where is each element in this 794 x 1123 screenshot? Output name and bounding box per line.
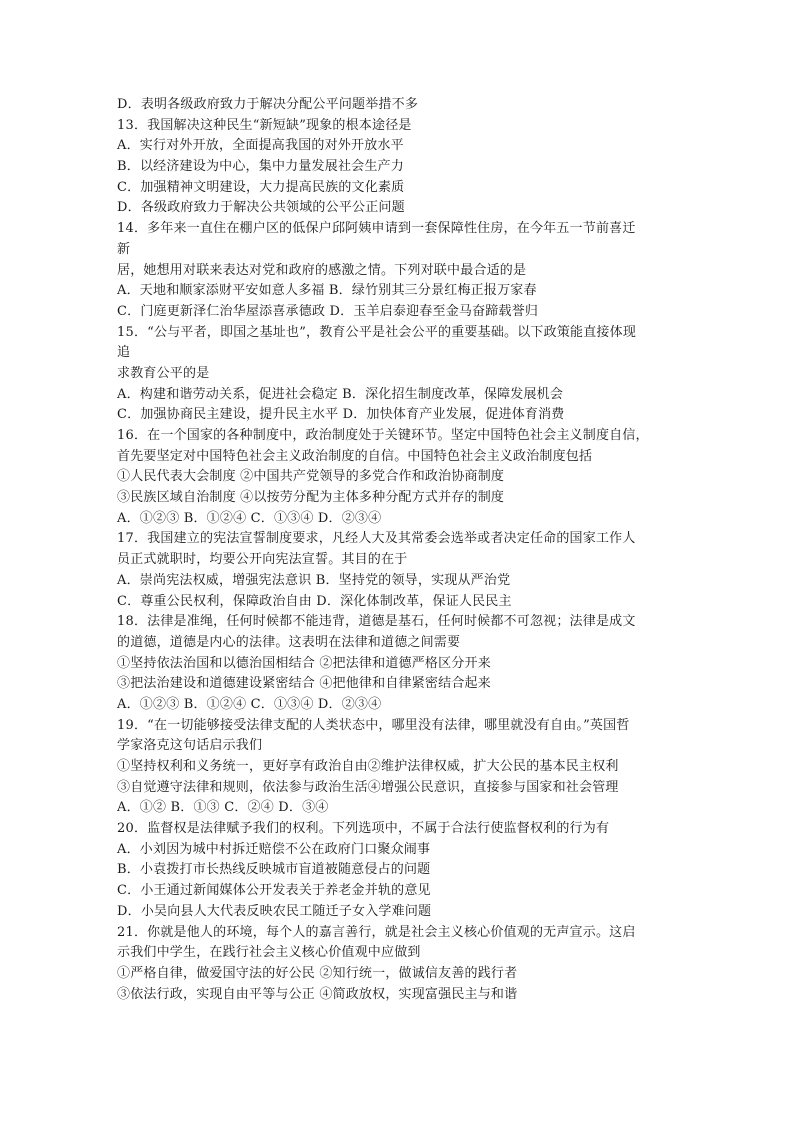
text-line: 18．法律是准绳，任何时候都不能违背，道德是基石，任何时候都不可忽视；法律是成文 <box>117 614 636 630</box>
text-line: 首先要坚定对中国特色社会主义政治制度的自信。中国特色社会主义政治制度包括 <box>117 448 593 464</box>
text-line: ①人民代表大会制度 ②中国共产党领导的多党合作和政治协商制度 <box>117 469 505 485</box>
text-line: ①严格自律，做爱国守法的好公民 ②知行统一，做诚信友善的践行者 <box>117 965 518 981</box>
text-line: B．小袁拨打市长热线反映城市盲道被随意侵占的问题 <box>117 862 431 878</box>
text-line: A．①②③ B．①②④ C．①③④ D．②③④ <box>117 510 382 526</box>
text-line: D．各级政府致力于解决公共领域的公平公正问题 <box>117 200 405 216</box>
text-line: 追 <box>117 345 131 361</box>
text-line: A．实行对外开放，全面提高我国的对外开放水平 <box>117 138 404 154</box>
text-line: C．小王通过新闻媒体公开发表关于养老金并轨的意见 <box>117 883 431 899</box>
text-line: 新 <box>117 241 131 257</box>
text-line: A．崇尚宪法权威，增强宪法意识 B．坚持党的领导，实现从严治党 <box>117 572 511 588</box>
text-line: C．加强协商民主建设，提升民主水平 D．加快体育产业发展，促进体育消费 <box>117 407 565 423</box>
text-line: ③民族区域自治制度 ④以按劳分配为主体多种分配方式并存的制度 <box>117 490 505 506</box>
text-line: 15．“公与平者，即国之基址也”，教育公平是社会公平的重要基础。以下政策能直接体现 <box>117 324 637 340</box>
text-line: 居，她想用对联来表达对党和政府的感激之情。下列对联中最合适的是 <box>117 262 527 278</box>
text-line: ③依法行政，实现自由平等与公正 ④简政放权，实现富强民主与和谐 <box>117 986 518 1002</box>
text-line: 16．在一个国家的各种制度中，政治制度处于关键环节。坚定中国特色社会主义制度自信， <box>117 428 649 443</box>
text-line: 学家洛克这句话启示我们 <box>117 738 263 754</box>
text-line: C．尊重公民权利，保障政治自由 D．深化体制改革，保证人民民主 <box>117 593 512 609</box>
text-line: 20．监督权是法律赋予我们的权利。下列选项中，不属于合法行使监督权利的行为有 <box>117 821 610 837</box>
text-line: ①坚持权利和义务统一，更好享有政治自由②维护法律权威，扩大公民的基本民主权利 <box>117 759 619 774</box>
text-line: C．加强精神文明建设，大力提高民族的文化素质 <box>117 179 405 195</box>
text-line: 求教育公平的是 <box>117 365 210 381</box>
text-line: A．①②③ B．①②④ C．①③④ D．②③④ <box>117 696 382 712</box>
text-line: A．小刘因为城中村拆迁赔偿不公在政府门口聚众闹事 <box>117 841 431 857</box>
text-line: ①坚持依法治国和以德治国相结合 ②把法律和道德严格区分开来 <box>117 655 491 671</box>
text-line: A．天地和顺家添财平安如意人多福 B．绿竹别其三分景红梅正报万家春 <box>117 283 537 299</box>
text-line: ③把法治建设和道德建设紧密结合 ④把他律和自律紧密结合起来 <box>117 676 491 692</box>
text-line: A．①② B．①③ C．②④ D．③④ <box>117 800 329 816</box>
text-line: 示我们中学生，在践行社会主义核心价值观中应做到 <box>117 945 421 961</box>
text-line: 员正式就职时，均要公开向宪法宣誓。其目的在于 <box>117 552 408 568</box>
text-line: 17．我国建立的宪法宣誓制度要求，凡经人大及其常委会选举或者决定任命的国家工作人 <box>117 531 636 547</box>
text-line: A．构建和谐劳动关系，促进社会稳定 B．深化招生制度改革，保障发展机会 <box>117 386 564 402</box>
document-page <box>117 95 697 1005</box>
text-line: 13．我国解决这种民生“新短缺”现象的根本途径是 <box>117 117 412 133</box>
text-line: ③自觉遵守法律和规则，依法参与政治生活④增强公民意识，直接参与国家和社会管理 <box>117 779 619 795</box>
text-line: 19．“在一切能够接受法律支配的人类状态中，哪里没有法律，哪里就没有自由。”英国哲 <box>117 717 630 733</box>
text-line: C．门庭更新泽仁治华屋添喜承德政 D．玉羊启泰迎春至金马奋蹄载誉归 <box>117 303 539 319</box>
text-line: D．表明各级政府致力于解决分配公平问题举措不多 <box>117 97 419 112</box>
text-line: 14．多年来一直住在棚户区的低保户邱阿姨申请到一套保障性住房，在今年五一节前喜迁 <box>117 221 636 237</box>
text-line: B．以经济建设为中心，集中力量发展社会生产力 <box>117 159 404 175</box>
text-line: 的道德，道德是内心的法律。这表明在法律和道德之间需要 <box>117 634 461 650</box>
text-line: 21．你就是他人的环境，每个人的嘉言善行，就是社会主义核心价值观的无声宣示。这启 <box>117 924 636 940</box>
text-line: D．小吴向县人大代表反映农民工随迁子女入学难问题 <box>117 903 432 919</box>
